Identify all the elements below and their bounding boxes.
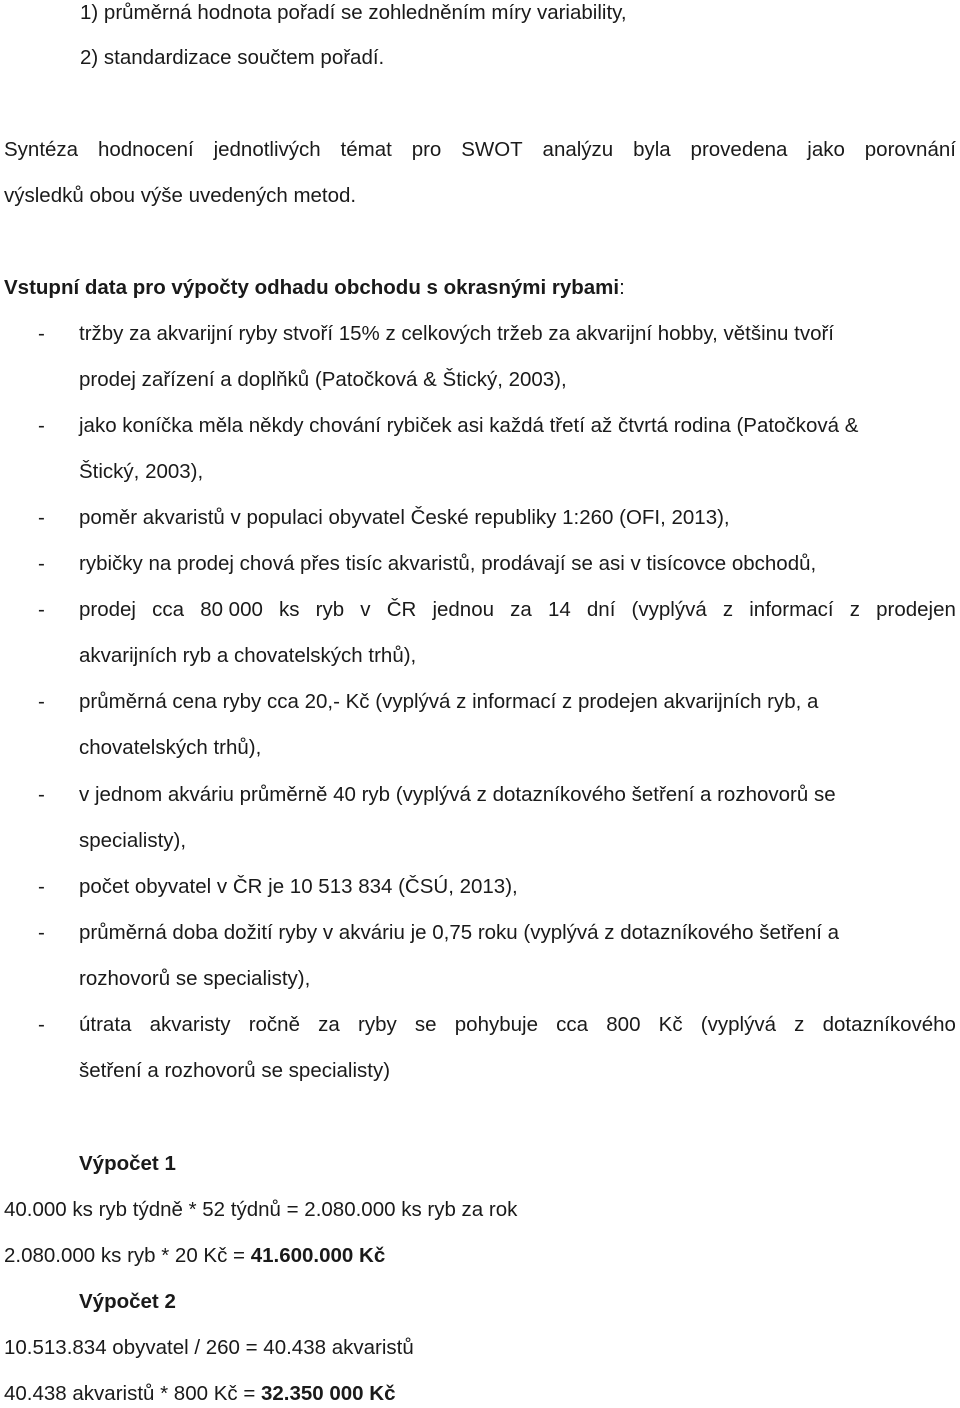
bullet-7-line-2: specialisty), [79,829,187,852]
calc-1-result: 41.600.000 Kč [250,1244,386,1267]
synthesis-word: hodnocení [97,138,194,161]
bullet-word: prodej [79,598,136,621]
bullet-word: 800 [606,1013,641,1036]
synthesis-word: provedena [690,138,788,161]
bullet-dash: - [38,414,45,437]
calc-2-heading: Výpočet 2 [79,1290,176,1313]
bullet-word: dní [586,598,616,621]
bullet-5-line-1 [79,597,956,623]
bullet-2-line-2: Štický, 2003), [79,460,204,483]
bullet-10-line-2: šetření a rozhovorů se specialisty) [79,1059,391,1082]
synthesis-word: byla [633,138,671,161]
bullet-dash: - [38,322,45,345]
numbered-item-1: 1) průměrná hodnota pořadí se zohledněním míry variability, [80,1,627,24]
bullet-word: jednou [432,598,494,621]
bullet-7-line-1: v jednom akváriu průměrně 40 ryb (vyplývá z dotazníkového šetření a rozhovorů se [79,783,836,806]
calc-1-expression: 2.080.000 ks ryb * 20 Kč = [4,1244,251,1267]
synthesis-line-1 [4,137,956,163]
bullet-dash: - [38,598,45,621]
synthesis-word: témat [340,138,392,161]
bullet-6-line-2: chovatelských trhů), [79,736,262,759]
bullet-word: (vyplývá [700,1013,776,1036]
bullet-dash: - [38,783,45,806]
bullet-word: z [794,1013,805,1036]
bullet-word: ryby [358,1013,397,1036]
synthesis-word: analýzu [542,138,614,161]
bullet-word: akvaristy [149,1013,231,1036]
bullet-word: za [510,598,532,621]
bullet-dash: - [38,921,45,944]
input-data-heading [4,275,625,301]
bullet-word: 14 [547,598,571,621]
bullet-9-line-1: průměrná doba dožití ryby v akváriu je 0,75 roku (vyplývá z dotazníkového šetření a [79,921,840,944]
bullet-word: dotazníkového [822,1013,956,1036]
synthesis-word: Syntéza [4,138,79,161]
calc-1-heading: Výpočet 1 [79,1152,176,1175]
bullet-word: ročně [248,1013,300,1036]
synthesis-word: porovnání [864,138,956,161]
bullet-word: z [722,598,734,621]
bullet-2-line-1: jako koníčka měla někdy chování rybiček asi každá třetí až čtvrtá rodina (Patočková & [79,414,859,437]
synthesis-word: jednotlivých [213,138,321,161]
bullet-word: prodejen [876,598,956,621]
bullet-5-line-2: akvarijních ryb a chovatelských trhů), [79,644,417,667]
bullet-word: informací [749,598,834,621]
bullet-9-line-2: rozhovorů se specialisty), [79,967,311,990]
bullet-10-line-1 [79,1012,956,1038]
input-data-heading-colon: : [619,276,625,299]
bullet-4-line-1: rybičky na prodej chová přes tisíc akvaristů, prodávají se asi v tisícovce obchodů, [79,552,817,575]
bullet-6-line-1: průměrná cena ryby cca 20,- Kč (vyplývá z informací z prodejen akvarijních ryb, a [79,690,819,713]
bullet-word: útrata [79,1013,132,1036]
bullet-word: ryb [315,598,345,621]
bullet-word: ČR [386,598,417,621]
bullet-word: cca [152,598,185,621]
bullet-1-line-1: tržby za akvarijní ryby stvoří 15% z celkových tržeb za akvarijní hobby, většinu tvoří [79,322,834,345]
calc-2-line-2 [4,1381,396,1407]
bullet-word: ks [279,598,300,621]
calc-2-result: 32.350 000 Kč [260,1382,396,1405]
bullet-word: z [849,598,860,621]
bullet-dash: - [38,875,45,898]
bullet-dash: - [38,1013,45,1036]
bullet-dash: - [38,506,45,529]
bullet-word: v [360,598,371,621]
bullet-dash: - [38,552,45,575]
synthesis-word: pro [411,138,442,161]
bullet-1-line-2: prodej zařízení a doplňků (Patočková & Štický, 2003), [79,368,567,391]
input-data-heading-bold: Vstupní data pro výpočty odhadu obchodu s okrasnými rybami [4,276,620,299]
bullet-dash: - [38,690,45,713]
bullet-word: Kč [658,1013,683,1036]
synthesis-word: SWOT [461,138,523,161]
synthesis-word: jako [807,138,845,161]
bullet-word: (vyplývá [631,598,707,621]
bullet-word: za [318,1013,340,1036]
calc-1-line-2 [4,1243,385,1269]
bullet-8-line-1: počet obyvatel v ČR je 10 513 834 (ČSÚ, 2013), [79,875,518,898]
bullet-word: se [414,1013,437,1036]
bullet-word: pohybuje [454,1013,538,1036]
bullet-word: cca [556,1013,589,1036]
bullet-word: 80 000 [200,598,263,621]
synthesis-line-2: výsledků obou výše uvedených metod. [4,184,357,207]
calc-2-line-1: 10.513.834 obyvatel / 260 = 40.438 akvaristů [4,1336,414,1359]
bullet-3-line-1: poměr akvaristů v populaci obyvatel České republiky 1:260 (OFI, 2013), [79,506,730,529]
numbered-item-2: 2) standardizace součtem pořadí. [80,46,385,69]
calc-2-expression: 40.438 akvaristů * 800 Kč = [4,1382,261,1405]
calc-1-line-1: 40.000 ks ryb týdně * 52 týdnů = 2.080.000 ks ryb za rok [4,1198,518,1221]
